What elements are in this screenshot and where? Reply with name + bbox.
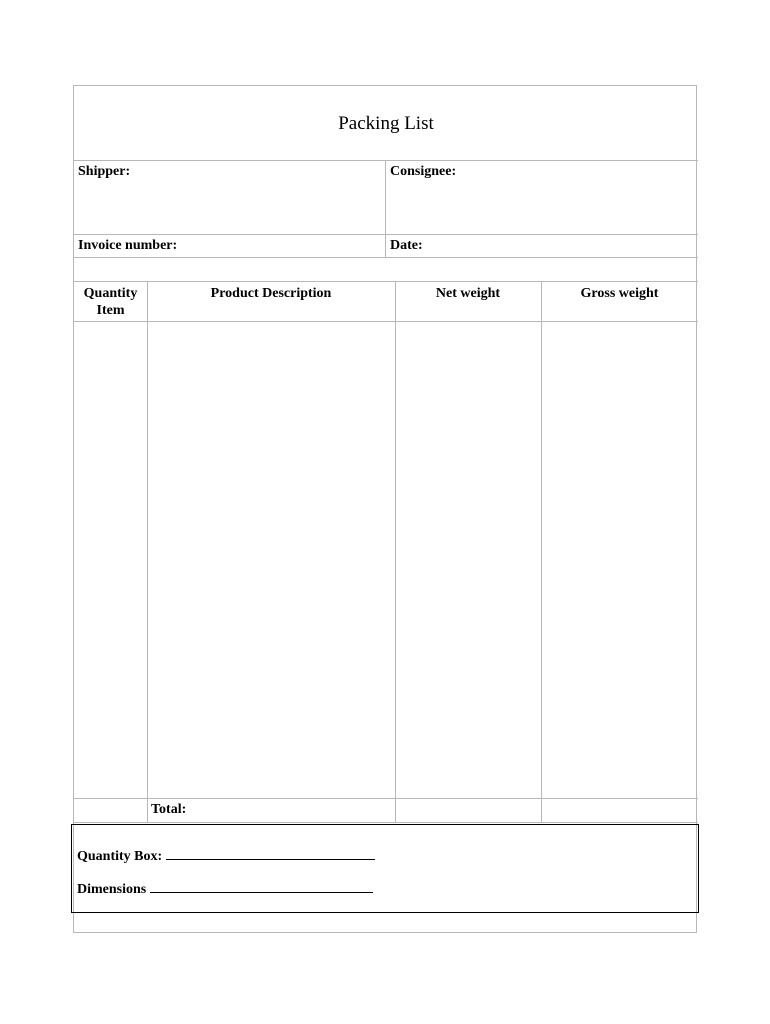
divider-table-top <box>74 281 698 282</box>
divider-shipper-consignee <box>385 160 386 257</box>
shipper-label: Shipper: <box>78 164 131 179</box>
divider-title <box>74 160 698 161</box>
quantity-box-label: Quantity Box: <box>77 849 163 864</box>
dimensions-label: Dimensions <box>77 882 147 897</box>
column-header-net-weight: Net weight <box>435 286 501 301</box>
divider-col-3 <box>541 281 542 822</box>
page-title: Packing List <box>338 113 434 134</box>
column-header-quantity-item: Quantity Item <box>83 286 138 318</box>
divider-table-header <box>74 321 698 322</box>
dimensions-field[interactable] <box>150 878 373 893</box>
column-header-product-description: Product Description <box>210 286 332 301</box>
date-label: Date: <box>390 238 423 253</box>
total-label: Total: <box>151 802 187 817</box>
column-header-gross-weight: Gross weight <box>580 286 659 301</box>
divider-col-2 <box>395 281 396 822</box>
divider-total-bottom <box>74 822 698 823</box>
quantity-box-line <box>77 845 375 865</box>
divider-shipper <box>74 234 698 235</box>
summary-box <box>71 824 699 913</box>
consignee-label: Consignee: <box>390 164 457 179</box>
packing-list-form <box>73 85 697 933</box>
invoice-number-label: Invoice number: <box>78 238 178 253</box>
divider-col-1 <box>147 281 148 822</box>
dimensions-line <box>77 878 373 898</box>
divider-invoice <box>74 257 698 258</box>
quantity-box-field[interactable] <box>166 845 375 860</box>
divider-total-top <box>74 798 698 799</box>
